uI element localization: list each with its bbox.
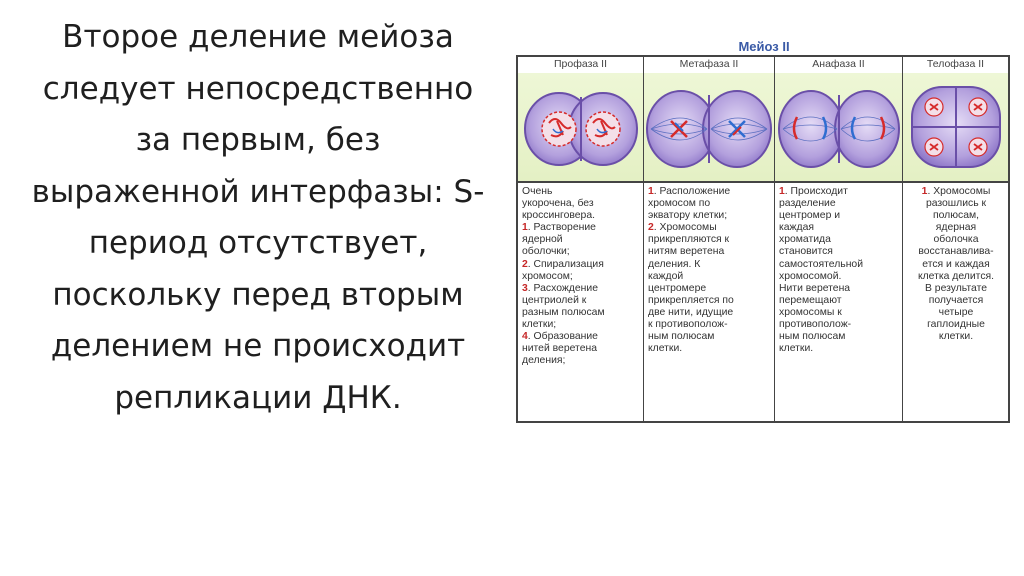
- description-text: разделение: [779, 198, 836, 210]
- main-text-line: поскольку перед вторым: [52, 276, 464, 313]
- description-line: [779, 246, 899, 258]
- description-line: [522, 283, 640, 295]
- description-line: [522, 271, 640, 283]
- description-line: [779, 319, 899, 331]
- main-text-line: следует непосредственно: [42, 70, 474, 107]
- description-line: [907, 210, 1005, 222]
- description-text: . Происходит: [784, 186, 848, 197]
- description-line: [648, 186, 771, 198]
- description-text: ется и каждая: [922, 258, 990, 270]
- description-text: Нити веретена: [779, 282, 851, 294]
- description-text: становится: [779, 246, 833, 258]
- header-metaphase-ii: Метафаза II: [643, 57, 774, 73]
- description-text: к противополож-: [648, 319, 728, 331]
- description-line: [648, 234, 771, 246]
- description-text: противополож-: [779, 319, 852, 331]
- description-text: клетки;: [522, 319, 557, 331]
- description-text: оболочки;: [522, 246, 570, 258]
- description-text: . Хромосомы: [927, 186, 991, 197]
- step-number: 2: [522, 258, 528, 270]
- slide-main-text: [8, 12, 508, 424]
- description-line: [522, 331, 640, 343]
- description-text: хромосом по: [648, 198, 711, 210]
- anaphase-ii-cell-icon: [774, 73, 902, 181]
- description-line: [907, 234, 1005, 246]
- header-prophase-ii: Профаза II: [554, 58, 607, 70]
- description-line: [648, 283, 771, 295]
- header-telophase-ii: Телофаза II: [902, 57, 1008, 73]
- description-line: [907, 222, 1005, 234]
- description-text: . Расхождение: [527, 282, 598, 294]
- table-header-row: [518, 57, 1008, 74]
- description-text: . Расположение: [653, 186, 731, 197]
- description-line: [907, 283, 1005, 295]
- description-text: разным полюсам: [522, 306, 605, 318]
- table-image-row: [518, 73, 1008, 183]
- description-line: [907, 319, 1005, 331]
- description-line: [907, 307, 1005, 319]
- description-line: [648, 259, 771, 271]
- description-line: [907, 331, 1005, 343]
- description-line: [779, 343, 899, 355]
- main-text-line: Второе деление мейоза: [62, 19, 454, 55]
- description-text: хромосомы к: [779, 306, 842, 318]
- step-number: 4: [522, 331, 528, 343]
- description-text: центромер и: [779, 210, 841, 222]
- description-line: [779, 210, 899, 222]
- description-line: [648, 331, 771, 343]
- telophase-ii-cell-icon: [902, 73, 1008, 181]
- step-number: 3: [522, 282, 528, 294]
- description-line: [907, 295, 1005, 307]
- description-line: [648, 222, 771, 234]
- description-text: экватору клетки;: [648, 210, 728, 222]
- description-text: центромере: [648, 282, 707, 294]
- description-line: [648, 295, 771, 307]
- description-line: [522, 355, 640, 367]
- description-line: [522, 246, 640, 258]
- description-text: . Хромосомы: [653, 222, 717, 234]
- step-number: 1: [921, 186, 928, 197]
- description-line: [522, 295, 640, 307]
- description-text: клетки.: [938, 331, 974, 343]
- main-text-line: за первым, без: [135, 122, 381, 158]
- description-text: каждой: [648, 270, 684, 282]
- description-intro-line: кроссинговера.: [522, 210, 596, 222]
- description-text: клетки.: [779, 343, 814, 355]
- description-text: ным полюсам: [648, 331, 715, 343]
- description-text: хроматида: [779, 234, 831, 246]
- description-text: ядерной: [522, 234, 563, 246]
- description-text: . Образование: [527, 331, 598, 343]
- description-text: перемещают: [779, 294, 842, 306]
- description-line: [522, 259, 640, 271]
- description-text: две нити, идущие: [648, 306, 734, 318]
- description-line: [779, 307, 899, 319]
- description-line: [779, 283, 899, 295]
- description-line: [648, 210, 771, 222]
- meiosis-table: [516, 55, 1010, 423]
- main-text-line: период отсутствует,: [88, 225, 428, 261]
- description-line: [779, 271, 899, 283]
- description-text: прикрепляется по: [648, 294, 734, 306]
- telophase-ii-description: [902, 183, 1008, 423]
- step-number: 1: [648, 186, 654, 197]
- description-text: клетка делится.: [917, 270, 995, 282]
- description-line: [522, 307, 640, 319]
- description-text: В результате: [924, 282, 988, 294]
- description-line: [648, 198, 771, 210]
- main-text-line: репликации ДНК.: [114, 379, 402, 416]
- metaphase-ii-cell-icon: [643, 73, 774, 181]
- step-number: 1: [522, 222, 528, 234]
- main-text-line: выраженной интерфазы: S-: [31, 173, 485, 210]
- description-text: гаплоидные: [927, 319, 985, 331]
- description-intro-line: укорочена, без: [522, 198, 594, 210]
- description-line: [522, 319, 640, 331]
- description-text: деления. К: [648, 258, 701, 270]
- description-text: ным полюсам: [779, 331, 846, 343]
- description-text: разошлись к: [925, 198, 987, 210]
- description-text: полюсам,: [932, 210, 980, 222]
- main-text-line: делением не происходит: [50, 328, 466, 364]
- figure-title: Мейоз II: [738, 39, 790, 54]
- description-line: [522, 222, 640, 234]
- description-text: получается: [928, 294, 984, 306]
- description-line: [648, 343, 771, 355]
- description-intro-line: Очень: [522, 186, 553, 197]
- description-line: [779, 259, 899, 271]
- table-text-row: [518, 183, 1008, 423]
- description-line: [907, 271, 1005, 283]
- description-text: ядерная: [935, 222, 977, 234]
- description-line: [779, 198, 899, 210]
- description-text: деления;: [522, 355, 566, 367]
- metaphase-ii-description: [643, 183, 774, 423]
- description-text: самостоятельной: [779, 258, 864, 270]
- description-line: [648, 246, 771, 258]
- description-line: [648, 307, 771, 319]
- description-line: [779, 186, 899, 198]
- description-text: прикрепляются к: [648, 234, 730, 246]
- description-text: каждая: [779, 222, 814, 234]
- description-line: [907, 246, 1005, 258]
- description-text: . Спирализация: [527, 258, 604, 270]
- description-text: центриолей к: [522, 294, 587, 306]
- description-text: хромосом;: [522, 270, 573, 282]
- description-text: нитям веретена: [648, 246, 725, 258]
- anaphase-ii-description: [774, 183, 902, 423]
- description-text: хромосомой.: [779, 270, 842, 282]
- description-line: [779, 222, 899, 234]
- description-line: [907, 186, 1005, 198]
- description-line: [648, 319, 771, 331]
- step-number: 2: [648, 222, 654, 234]
- step-number: 1: [779, 186, 785, 197]
- description-line: [522, 234, 640, 246]
- prophase-ii-cell-icon: [518, 73, 643, 181]
- meiosis-ii-figure: [516, 38, 1012, 426]
- description-text: четыре: [938, 306, 974, 318]
- description-line: [907, 198, 1005, 210]
- description-text: . Растворение: [527, 222, 596, 234]
- header-anaphase-ii: Анафаза II: [774, 57, 902, 73]
- description-text: клетки.: [648, 343, 683, 355]
- description-line: [779, 295, 899, 307]
- description-text: оболочка: [933, 234, 979, 246]
- description-line: [779, 234, 899, 246]
- description-line: [779, 331, 899, 343]
- description-line: [522, 343, 640, 355]
- description-text: нитей веретена: [522, 343, 597, 355]
- prophase-ii-description: [518, 183, 643, 423]
- description-line: [648, 271, 771, 283]
- description-text: восстанавлива-: [918, 246, 994, 258]
- description-line: [907, 259, 1005, 271]
